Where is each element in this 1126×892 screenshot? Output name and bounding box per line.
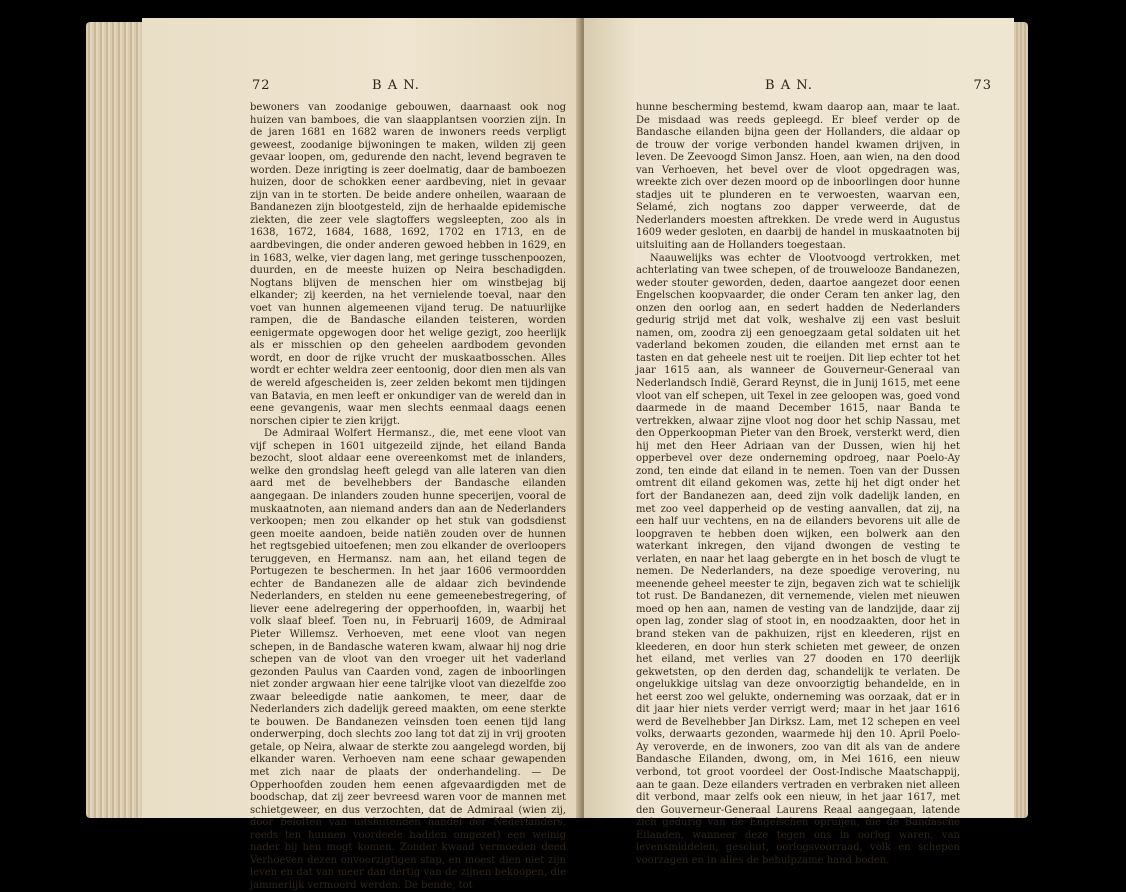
right-page-text <box>636 102 960 867</box>
left-paragraph-2: De Admiraal Wolfert Hermansz., die, met eene vloot van vijf schepen in 1601 uitgezeild zijnde, het eiland Banda bezocht, sloot aldaar eene overeenkomst met de inlanders, welke den grondslag heeft gelegd van alle lateren van dien aard met de bevelhebbers der Bandasche eilanden aangegaan. De inlanders zouden hunne specerijen, vooral de muskaatnoten, aan niemand anders dan aan de Nederlanders verkoopen; men zou elkander op het stuk van godsdienst geen moeite aandoen, beide natiën zouden over de hunnen het regtsgebied uitoefenen; men zou elkander de overloopers teruggeven, en Hermansz. nam aan, het eiland tegen de Portugezen te beschermen. In het jaar 1606 vermoordden echter de Bandanezen alle de aldaar zich bevindende Nederlanders, en stelden nu eene gemeenebestregering, of liever eene adelregering der opperhoofden, in, waarbij het volk slaaf bleef. Toen nu, in Februarij 1609, de Admiraal Pieter Willemsz. Verhoeven, met eene vloot van negen schepen, in de Bandasche wateren kwam, alwaar hij nog drie schepen van de vloot van den vroeger uit het vaderland gezonden Paulus van Caarden vond, zagen de inboorlingen niet zonder argwaan hier eene talrijke vloot van diezelfde zoo zwaar beleedigde natie aankomen, te meer, daar de Nederlanders zich dadelijk gereed maakten, om eene sterkte te bouwen. De Bandanezen veinsden toen eenen tijd lang onderwerping, doch slechts zoo lang tot dat zij in vrij grooten getale, op Neira, alwaar de sterkte zou aangelegd worden, bij elkander waren. Verhoeven nam eene schaar gewapenden met zich naar de plaats der onderhandeling. — De Opperhoofden zouden hem eenen afgevaardigden met de boodschap, dat zij zeer bevreesd waren voor de mannen met schietgeweer, en dus verzochten, dat de Admiraal (wien zij, door beloften van uitsluitenden handel der Nederlanders, reeds ten hunnen voordeele hadden omgezet) een weinig nader bij hen mogt komen. Zonder kwaad vermoeden deed Verhoeven dezen onvoorzigtigen stap, en moest dien niet zijn leven en dat van meer dan dertig van de zijnen bekoopen, die jammerlijk vermoord werden. De bende, tot <box>250 428 566 891</box>
left-page-number: 72 <box>252 78 271 93</box>
right-page-number: 73 <box>973 78 992 93</box>
left-paragraph-1: bewoners van zoodanige gebouwen, daarnaast ook nog huizen van bamboes, die van slaapplantsen voorzien zijn. In de jaren 1681 en 1682 waren de inwoners reeds verpligt geweest, zoodanige bijwoningen te maken, wilden zij geen gevaar loopen, om, gedurende den nacht, levend begraven te worden. Deze inrigting is zeer doelmatig, daar de bamboezen huizen, door de schokken eener aardbeving, niet in gevaar zijn van in te storten. De beide andere onheilen, waaraan de Bandanezen zijn blootgesteld, zijn de herhaalde epidemische ziekten, die zeer vele slagtoffers wegsleepten, zoo als in 1638, 1672, 1684, 1688, 1692, 1702 en 1713, en de aardbevingen, die onder anderen gewoed hebben in 1629, en in 1683, welke, vier dagen lang, met geringe tusschenpoozen, duurden, en de meeste huizen op Neira beschadigden. Nogtans blijven de menschen hier om winstbejag bij elkander; zij keerden, na het vernielende toeval, naar den voet van hunnen algemeenen vijand terug. De natuurlijke rampen, die de Bandasche eilanden teisteren, worden eenigermate opgewogen door het welige gezigt, zoo heerlijk als er misschien op den geheelen aardbodem gevonden wordt, en door de rijke vrucht der muskaatbosschen. Alles wordt er echter weldra zeer eentoonig, door dien men als van de wereld afgescheiden is, zeer zelden bekomt men tijdingen van Batavia, en men leeft er onkundiger van de wereld dan in eene gevangenis, waar men slechts eenmaal daags eenen norschen cipier te zien krijgt. <box>250 102 566 427</box>
right-running-head <box>584 78 1014 96</box>
page-edges-left <box>86 22 146 818</box>
open-book <box>86 14 1028 891</box>
right-paragraph-2: Naauwelijks was echter de Vlootvoogd vertrokken, met achterlating van twee schepen, of de trouwelooze Bandanezen, weder stouter geworden, deden, daartoe aangezet door eenen Engelschen koopvaarder, die onder Ceram ten anker lag, den onzen den oorlog aan, en sedert hadden de Nederlanders gedurig strijd met dat volk, weshalve zij een vast besluit namen, om, zoodra zij een genoegzaam getal soldaten uit het vaderland bekomen zouden, die eilanden met ernst aan te tasten en dat geheele nest uit te roeijen. Dit liep echter tot het jaar 1615 aan, als wanneer de Gouverneur-Generaal van Nederlandsch Indië, Gerard Reynst, die in Junij 1615, met eene vloot van elf schepen, uit Texel in zee geloopen was, goed vond daarmede in de maand December 1615, naar Banda te vertrekken, alwaar zijne vloot nog door het schip Nassau, met den Opperkoopman Pieter van den Broek, versterkt werd, dien hij met den Heer Adriaan van der Dussen, wien hij het opperbevel over deze onderneming opdroeg, naar Poelo-Ay zond, ten einde dat eiland in te nemen. Toen van der Dussen omtrent dit eiland gekomen was, zette hij het digt onder het fort der Bandanezen aan, deed zijn volk dadelijk landen, en met zoo veel dapperheid op de vesting aanvallen, dat zij, na een half uur vechtens, en na de eilanders bevorens uit alle de loopgraven te hebben doen wijken, een bolwerk aan den waterkant inkregen, den vijand dwongen de vesting te verlaten, en naar het laag gebergte en in het bosch de vlugt te nemen. De Nederlanders, na deze spoedige verovering, nu meenende geheel meester te zijn, begaven zich wat te schielijk tot rust. De Bandanezen, dit vernemende, vielen met nieuwen moed op hen aan, namen de vesting van de landzijde, daar zij open lag, zonder slag of stoot in, en noodzaakten, door het in brand steken van de pakhuizen, rijst en kleederen, rijst en kleederen, en door hun sterk schieten met geweer, de onzen het eiland, met verlies van 27 dooden en 170 deerlijk gekwetsten, op den derden dag, schandelijk te verlaten. De ongelukkige uitslag van deze onvoorzigtig behandelde, en in het eerst zoo wel gelukte, onderneming was oorzaak, dat er in dit jaar hier niets verder verrigt werd; maar in het jaar 1616 werd de Bevelhebber Jan Dirksz. Lam, met 12 schepen en veel volks, derwaarts gezonden, waarmede hij den 10. April Poelo-Ay veroverde, en de inwoners, zoo van dit als van de andere Bandasche Eilanden, dwong, om, in Mei 1616, een nieuw verbond, tot groot voordeel der Oost-Indische Maatschappij, aan te gaan. Deze eilanders vertraden en verbraken niet alleen dit verbond, maar zelfs ook een nieuw, in het jaar 1617, met den Gouverneur-Generaal Laurens Reaal aangegaan, latende zich gedurig van de Engelschen opruijen, die de Bandasche Eilanden, wanneer deze tegen ons in oorlog waren, van levensmiddelen, geschut, oorlogsvoorraad, volk en schepen voorzagen en in alles de behulpzame hand boden. <box>636 252 960 866</box>
left-head-title: B A N. <box>372 78 420 93</box>
left-page-text <box>250 102 566 892</box>
left-page <box>142 18 582 891</box>
right-paragraph-1: hunne bescherming bestemd, kwam daarop aan, maar te laat. De misdaad was reeds gepleegd. Er bleef verder op de Bandasche eilanden bijna geen der Hollanders, die aldaar op de trouw der vorige verbonden handel kwamen drijven, in leven. De Zeevoogd Simon Jansz. Hoen, aan wien, na den dood van Verhoeven, het bevel over de vloot opgedragen was, wreekte zich over dezen moord op de inboorlingen door hunne stadjes uit te plunderen en te verwoesten, waarvan een, Selamé, zich nogtans zoo dapper verweerde, dat de Nederlanders moesten aftrekken. De vrede werd in Augustus 1609 weder gesloten, en daarbij de handel in muskaatnoten bij uitsluiting aan de Hollanders toegestaan. <box>636 102 960 252</box>
left-running-head <box>142 78 582 96</box>
right-head-title: B A N. <box>765 78 813 93</box>
right-page <box>584 18 1014 866</box>
